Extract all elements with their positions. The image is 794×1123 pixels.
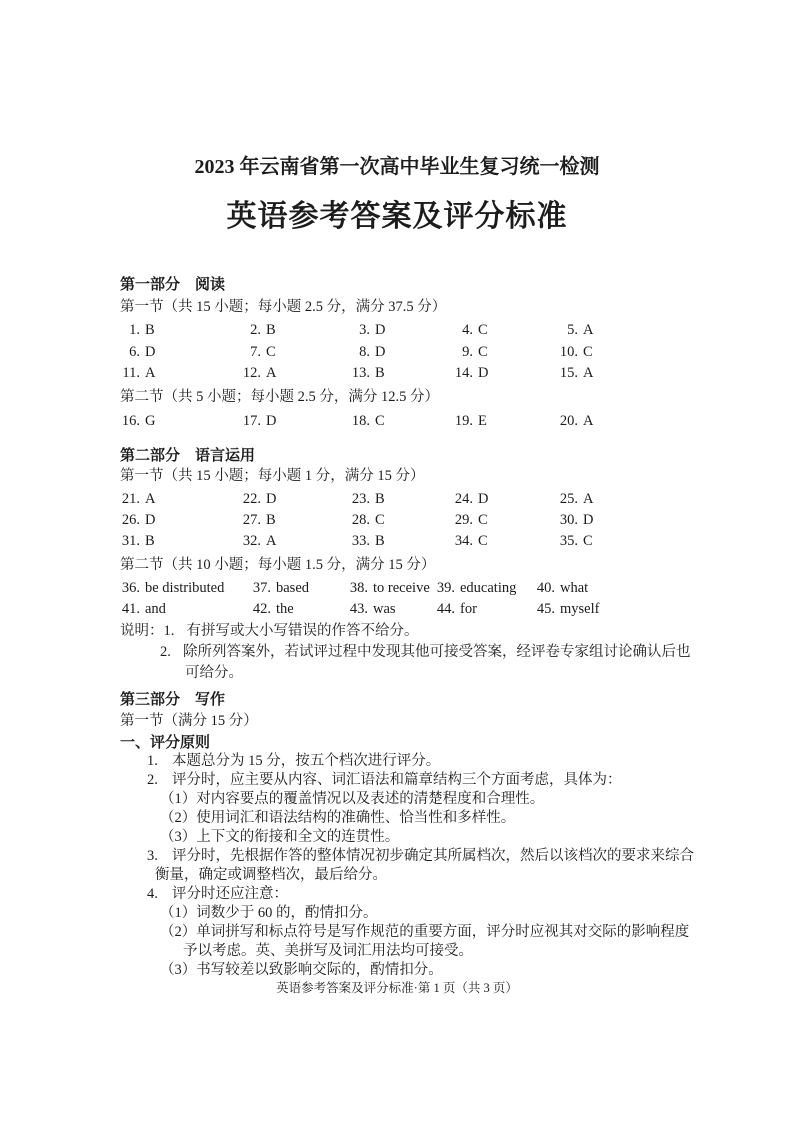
answer-cell	[350, 320, 453, 342]
answer-value: D	[478, 365, 489, 382]
question-number: 12.	[242, 365, 261, 382]
answer-value: A	[266, 365, 277, 382]
question-number: 33.	[351, 533, 370, 549]
item-number: 4.	[147, 886, 158, 902]
answer-cell	[350, 411, 453, 432]
notes-label: 说明：	[120, 623, 164, 639]
answer-value: C	[478, 343, 488, 360]
answer-value: D	[583, 512, 594, 528]
part1-heading: 第一部分 阅读	[120, 276, 226, 293]
answer-value: B	[145, 533, 155, 549]
answer-value: educating	[460, 580, 517, 596]
answer-value: A	[583, 322, 594, 338]
answer-cell	[558, 489, 676, 510]
answer-value: B	[375, 491, 385, 507]
scoring-principles-heading: 一、评分原则	[120, 734, 211, 751]
question-number: 36.	[121, 580, 140, 596]
note-number: 2.	[160, 644, 171, 660]
question-number: 7.	[250, 343, 261, 360]
scoring-line	[120, 942, 676, 961]
question-number: 29.	[454, 512, 473, 528]
answer-cell	[241, 320, 350, 342]
question-number: 40.	[536, 580, 555, 596]
answer-cell	[453, 510, 558, 531]
page-footer: 英语参考答案及评分标准·第 1 页（共 3 页）	[276, 981, 518, 995]
answer-value: C	[375, 512, 385, 528]
answer-cell	[453, 489, 558, 510]
part2-section2-label: 第二节（共 10 小题；每小题 1.5 分，满分 15 分）	[120, 557, 436, 573]
part1-section1-label: 第一节（共 15 小题；每小题 2.5 分，满分 37.5 分）	[120, 299, 447, 315]
answer-value: D	[375, 322, 386, 338]
answer-value: based	[276, 580, 310, 596]
answer-cell	[120, 599, 251, 620]
question-number: 26.	[121, 512, 140, 528]
answer-cell	[350, 510, 453, 531]
line-text: 评分时，应主要从内容、词汇语法和篇章结构三个方面考虑，具体为：	[172, 772, 622, 788]
answer-value: for	[460, 601, 477, 618]
part2-heading: 第二部分 语言运用	[120, 447, 256, 464]
answer-cell	[558, 411, 676, 432]
scoring-line	[120, 790, 676, 809]
answer-cell	[241, 363, 350, 385]
line-text: 评分时，先根据作答的整体情况初步确定其所属档次，然后以该档次的要求来综合	[172, 848, 694, 864]
answer-value: B	[266, 512, 276, 528]
item-number: 1.	[147, 753, 158, 769]
answer-cell	[453, 363, 558, 385]
answer-cell	[453, 531, 558, 552]
item-number: 3.	[147, 848, 158, 864]
answer-value: B	[266, 322, 276, 338]
question-number: 21.	[121, 491, 140, 507]
part3-section-label: 第一节（满分 15 分）	[120, 713, 258, 729]
answer-cell	[251, 599, 348, 620]
scoring-line	[120, 828, 676, 847]
answer-value: be distributed	[145, 580, 225, 596]
answer-cell	[535, 578, 676, 599]
question-number: 17.	[242, 413, 261, 429]
answer-cell	[120, 411, 241, 432]
answer-cell	[558, 363, 676, 385]
answer-value: E	[478, 413, 487, 429]
answer-cell	[120, 578, 251, 599]
answer-value: B	[375, 365, 385, 382]
question-number: 11.	[122, 365, 140, 382]
line-text: （2）使用词汇和语法结构的准确性、恰当性和多样性。	[160, 810, 516, 826]
answer-cell	[241, 510, 350, 531]
answer-cell	[350, 489, 453, 510]
question-number: 24.	[454, 491, 473, 507]
question-number: 15.	[559, 365, 578, 382]
line-text: 本题总分为 15 分，按五个档次进行评分。	[172, 753, 441, 769]
scoring-line	[120, 923, 690, 942]
question-number: 31.	[121, 533, 140, 549]
answer-cell	[120, 342, 241, 364]
answer-cell	[535, 599, 676, 620]
note-number: 1.	[163, 623, 175, 639]
question-number: 4.	[462, 322, 473, 338]
line-text: （1）对内容要点的覆盖情况以及表述的清楚程度和合理性。	[160, 791, 545, 807]
question-number: 13.	[351, 365, 370, 382]
answer-value: was	[373, 601, 396, 618]
line-text: （1）词数少于 60 的，酌情扣分。	[160, 905, 378, 921]
answer-value: D	[266, 413, 277, 429]
scoring-line	[120, 847, 694, 866]
answer-value: C	[583, 533, 593, 549]
part2-section1-answers	[120, 489, 676, 552]
question-number: 18.	[351, 413, 370, 429]
part2-section1-label: 第一节（共 15 小题；每小题 1 分，满分 15 分）	[120, 468, 425, 484]
answer-value: B	[375, 533, 385, 549]
line-text: 评分时还应注意：	[172, 886, 288, 902]
answer-cell	[558, 320, 676, 342]
answer-value: and	[145, 601, 166, 618]
note-text: 有拼写或大小写错误的作答不给分。	[186, 623, 419, 639]
question-number: 25.	[559, 491, 578, 507]
question-number: 16.	[121, 413, 140, 429]
answer-cell	[241, 531, 350, 552]
question-number: 10.	[559, 343, 578, 360]
question-number: 44.	[436, 601, 455, 618]
question-number: 42.	[252, 601, 271, 618]
question-number: 22.	[242, 491, 261, 507]
answer-cell	[453, 320, 558, 342]
answer-cell	[453, 411, 558, 432]
answer-value: A	[266, 533, 277, 549]
answer-value: C	[478, 533, 488, 549]
answer-value: D	[145, 512, 156, 528]
question-number: 41.	[121, 601, 140, 618]
question-number: 2.	[250, 322, 261, 338]
scoring-line	[120, 961, 676, 980]
part1-section2-label: 第二节（共 5 小题；每小题 2.5 分，满分 12.5 分）	[120, 389, 439, 405]
notes-block	[120, 621, 691, 684]
answer-value: what	[560, 580, 589, 596]
answer-cell	[241, 411, 350, 432]
question-number: 6.	[129, 343, 140, 360]
answer-cell	[120, 510, 241, 531]
scoring-line	[120, 866, 676, 885]
question-number: 27.	[242, 512, 261, 528]
answer-value: A	[145, 365, 156, 382]
answer-cell	[348, 599, 435, 620]
answer-value: C	[583, 343, 593, 360]
question-number: 30.	[559, 512, 578, 528]
answer-cell	[350, 342, 453, 364]
answer-value: D	[145, 343, 156, 360]
answer-cell	[120, 320, 241, 342]
answer-cell	[558, 342, 676, 364]
answer-value: B	[145, 322, 155, 338]
question-number: 43.	[349, 601, 368, 618]
answer-value: A	[583, 365, 594, 382]
scoring-line	[120, 771, 676, 790]
answer-value: myself	[560, 601, 600, 618]
answer-cell	[350, 531, 453, 552]
line-text: 予以考虑。英、美拼写及词汇用法均可接受。	[183, 943, 473, 959]
answer-cell	[120, 489, 241, 510]
answer-cell	[558, 531, 676, 552]
answer-cell	[348, 578, 435, 599]
answer-cell	[453, 342, 558, 364]
question-number: 9.	[462, 343, 473, 360]
part2-section2-answers	[120, 578, 676, 621]
answer-value: C	[478, 512, 488, 528]
scoring-line	[120, 904, 676, 923]
answer-value: C	[375, 413, 385, 429]
answer-cell	[435, 578, 535, 599]
answer-cell	[120, 363, 241, 385]
answer-cell	[350, 363, 453, 385]
question-number: 5.	[567, 322, 578, 338]
question-number: 19.	[454, 413, 473, 429]
answer-value: A	[145, 491, 156, 507]
answer-value: D	[266, 491, 277, 507]
question-number: 14.	[454, 365, 473, 382]
answer-value: D	[375, 343, 386, 360]
part1-section2-answers	[120, 411, 676, 432]
question-number: 3.	[359, 322, 370, 338]
answer-cell	[435, 599, 535, 620]
answer-value: to receive	[373, 580, 430, 596]
exam-title: 2023 年云南省第一次高中毕业生复习统一检测	[194, 156, 600, 178]
question-number: 32.	[242, 533, 261, 549]
item-number: 2.	[147, 772, 158, 788]
scoring-line	[120, 752, 676, 771]
answer-value: D	[478, 491, 489, 507]
question-number: 39.	[436, 580, 455, 596]
question-number: 28.	[351, 512, 370, 528]
line-text: （2）单词拼写和标点符号是写作规范的重要方面，评分时应视其对交际的影响程度	[160, 924, 690, 940]
note-line	[120, 621, 676, 642]
question-number: 34.	[454, 533, 473, 549]
answer-cell	[241, 342, 350, 364]
answer-cell	[241, 489, 350, 510]
answer-cell	[251, 578, 348, 599]
note-line	[120, 642, 691, 663]
line-text: 衡量，确定或调整档次，最后给分。	[155, 867, 387, 883]
answer-value: the	[276, 601, 294, 618]
part1-section1-answers	[120, 320, 676, 385]
answer-value: C	[478, 322, 488, 338]
line-text: （3）上下文的衔接和全文的连贯性。	[160, 829, 400, 845]
question-number: 45.	[536, 601, 555, 618]
question-number: 23.	[351, 491, 370, 507]
question-number: 8.	[359, 343, 370, 360]
part3-heading: 第三部分 写作	[120, 691, 226, 708]
question-number: 35.	[559, 533, 578, 549]
scoring-line	[120, 809, 676, 828]
page-title: 英语参考答案及评分标准	[226, 200, 568, 233]
answer-cell	[120, 531, 241, 552]
scoring-line	[120, 885, 676, 904]
question-number: 37.	[252, 580, 271, 596]
answer-cell	[558, 510, 676, 531]
answer-value: A	[583, 413, 594, 429]
answer-value: G	[145, 413, 156, 429]
answer-value: A	[583, 491, 594, 507]
question-number: 20.	[559, 413, 578, 429]
note-text: 可给分。	[185, 665, 243, 681]
note-text: 除所列答案外，若试评过程中发现其他可接受答案，经评卷专家组讨论确认后也	[183, 644, 691, 660]
line-text: （3）书写较差以致影响交际的，酌情扣分。	[160, 962, 443, 978]
note-line	[120, 663, 676, 684]
scoring-principles-list	[120, 752, 694, 980]
question-number: 1.	[129, 322, 140, 338]
answer-value: C	[266, 343, 276, 360]
question-number: 38.	[349, 580, 368, 596]
